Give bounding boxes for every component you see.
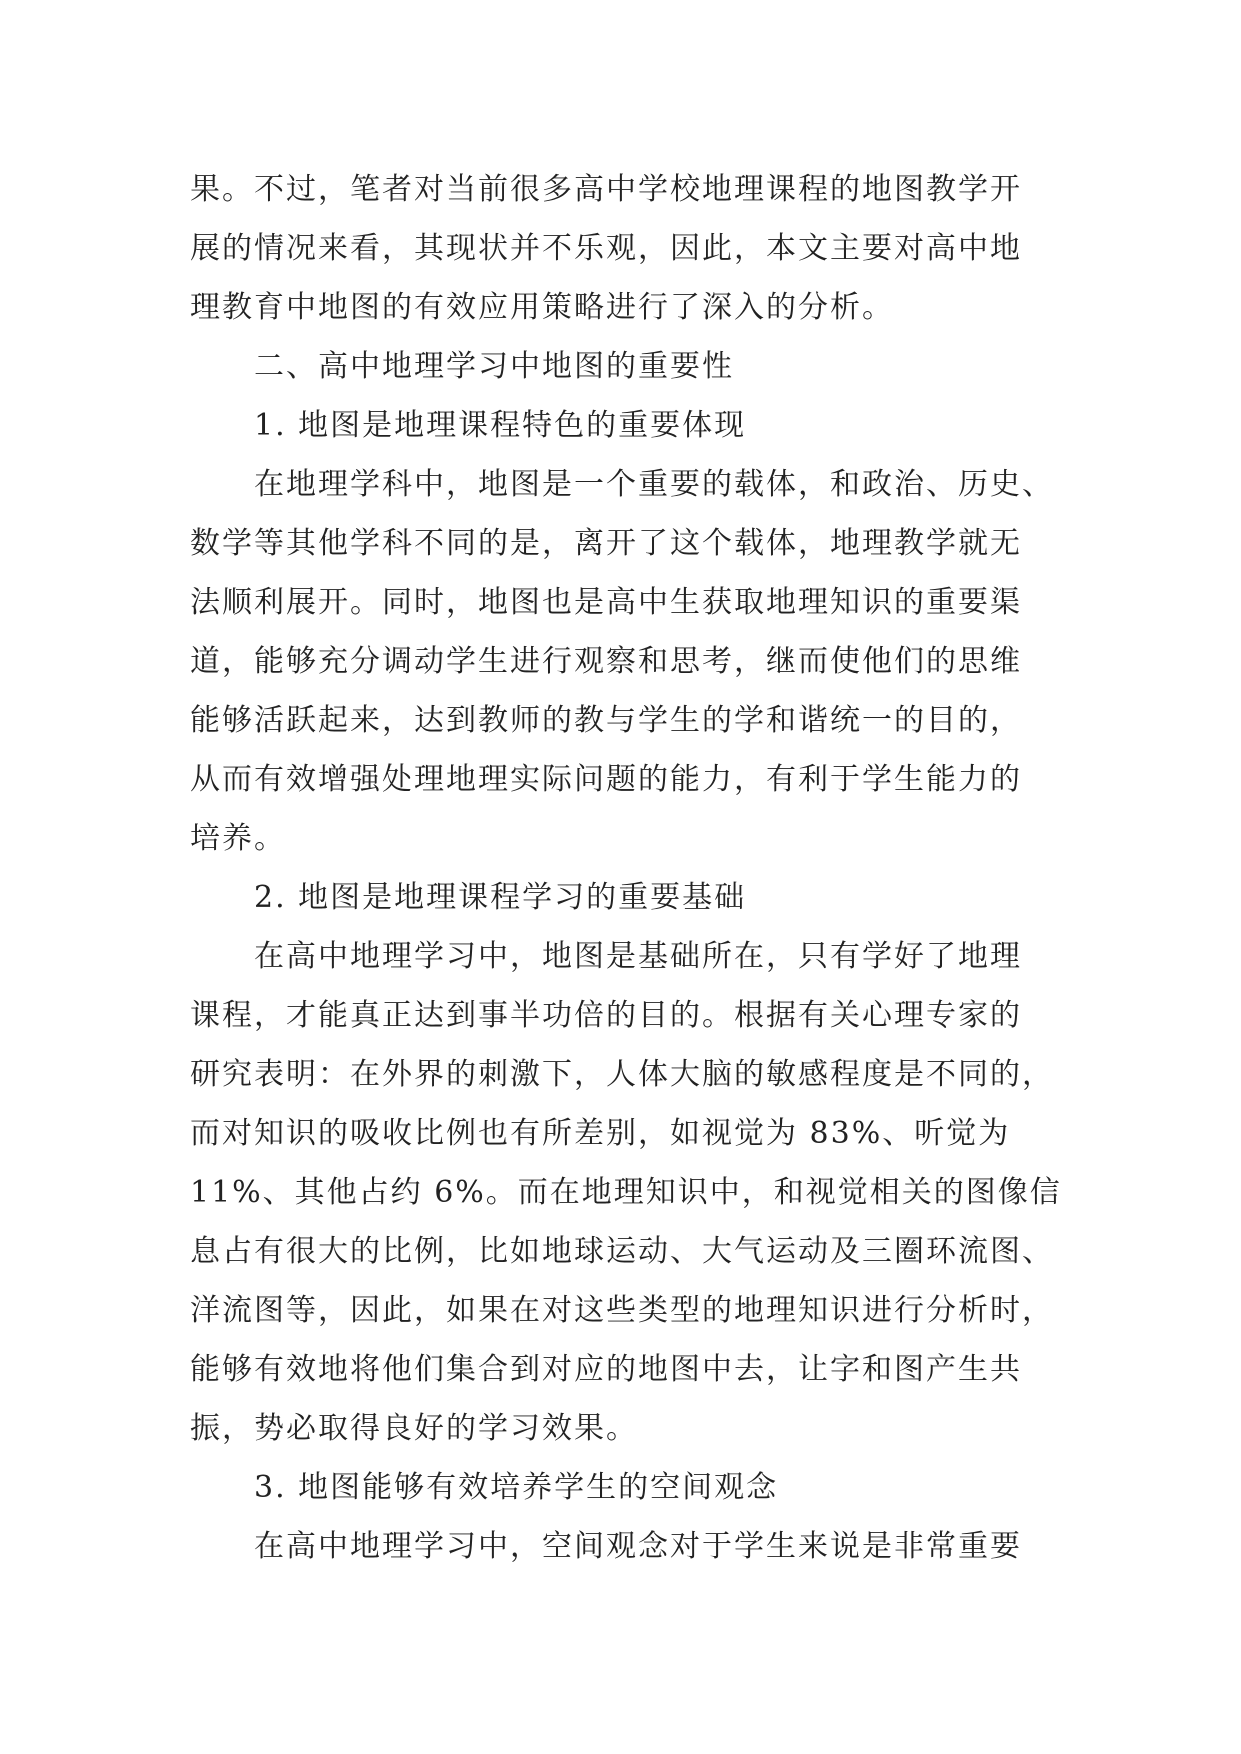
text-line: 息占有很大的比例，比如地球运动、大气运动及三圈环流图、	[190, 1234, 1054, 1269]
section-heading: 二、高中地理学习中地图的重要性	[254, 349, 734, 384]
document-body	[190, 160, 1070, 1576]
text-line: 振，势必取得良好的学习效果。	[190, 1411, 638, 1446]
subsection-heading: 2. 地图是地理课程学习的重要基础	[254, 880, 747, 915]
text-line: 11%、其他占约 6%。而在地理知识中，和视觉相关的图像信	[190, 1175, 1062, 1210]
paragraph-start: 在高中地理学习中，地图是基础所在，只有学好了地理	[254, 939, 1022, 974]
text-line: 课程，才能真正达到事半功倍的目的。根据有关心理专家的	[190, 998, 1022, 1033]
text-line: 果。不过，笔者对当前很多高中学校地理课程的地图教学开	[190, 172, 1022, 207]
text-line: 研究表明：在外界的刺激下，人体大脑的敏感程度是不同的，	[190, 1057, 1054, 1092]
subsection-heading: 1. 地图是地理课程特色的重要体现	[254, 408, 747, 443]
text-line: 数学等其他学科不同的是，离开了这个载体，地理教学就无	[190, 526, 1022, 561]
text-line: 能够活跃起来，达到教师的教与学生的学和谐统一的目的，	[190, 703, 1022, 738]
text-line: 从而有效增强处理地理实际问题的能力，有利于学生能力的	[190, 762, 1022, 797]
text-line: 培养。	[190, 821, 286, 856]
paragraph-start: 在地理学科中，地图是一个重要的载体，和政治、历史、	[254, 467, 1054, 502]
text-line: 法顺利展开。同时，地图也是高中生获取地理知识的重要渠	[190, 585, 1022, 620]
text-line: 能够有效地将他们集合到对应的地图中去，让字和图产生共	[190, 1352, 1022, 1387]
paragraph-start: 在高中地理学习中，空间观念对于学生来说是非常重要	[254, 1529, 1022, 1564]
text-line: 而对知识的吸收比例也有所差别，如视觉为 83%、听觉为	[190, 1116, 1011, 1151]
text-line: 洋流图等，因此，如果在对这些类型的地理知识进行分析时，	[190, 1293, 1054, 1328]
subsection-heading: 3. 地图能够有效培养学生的空间观念	[254, 1470, 779, 1505]
text-line: 理教育中地图的有效应用策略进行了深入的分析。	[190, 290, 894, 325]
text-line: 展的情况来看，其现状并不乐观，因此，本文主要对高中地	[190, 231, 1022, 266]
text-line: 道，能够充分调动学生进行观察和思考，继而使他们的思维	[190, 644, 1022, 679]
